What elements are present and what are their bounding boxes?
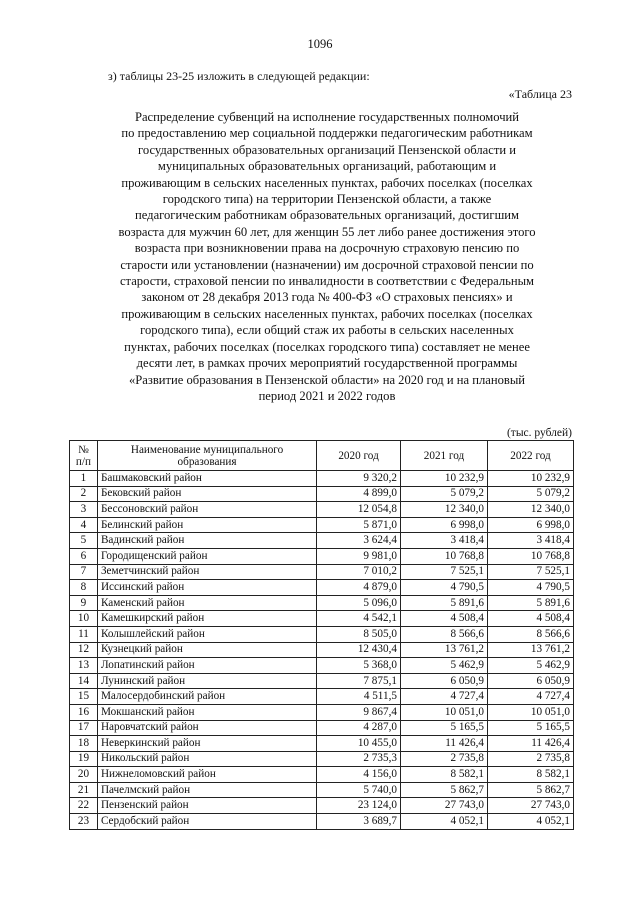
- row-number: 22: [70, 798, 98, 814]
- municipality-name: Камешкирский район: [97, 611, 316, 627]
- value-2022: 7 525,1: [488, 564, 574, 580]
- municipality-name: Лопатинский район: [97, 658, 316, 674]
- title-line: Распределение субвенций на исполнение государственных полномочий: [134, 110, 520, 124]
- row-number: 6: [70, 548, 98, 564]
- header-2021: 2021 год: [400, 441, 487, 471]
- table-row: [70, 673, 574, 689]
- value-2022: 27 743,0: [488, 798, 574, 814]
- row-number: 20: [70, 767, 98, 783]
- row-number: 21: [70, 782, 98, 798]
- table-row: [70, 782, 574, 798]
- value-2021: 4 508,4: [400, 611, 487, 627]
- row-number: 18: [70, 736, 98, 752]
- value-2022: 4 052,1: [488, 814, 574, 830]
- value-2020: 3 689,7: [317, 814, 401, 830]
- value-2020: 12 054,8: [317, 502, 401, 518]
- municipality-name: Неверкинский район: [97, 736, 316, 752]
- table-label: «Таблица 23: [508, 87, 572, 101]
- value-2020: 4 542,1: [317, 611, 401, 627]
- municipality-name: Каменский район: [97, 595, 316, 611]
- value-2021: 11 426,4: [400, 736, 487, 752]
- table-row: [70, 704, 574, 720]
- title-line: период 2021 и 2022 годов: [258, 388, 396, 403]
- title-line: «Развитие образования в Пензенской области» на 2020 год и на плановый: [128, 372, 526, 387]
- title-line: возраста для мужчин 60 лет, для женщин 55 лет либо ранее достижения этого: [118, 224, 536, 239]
- table-row: [70, 471, 574, 487]
- row-number: 9: [70, 595, 98, 611]
- value-2020: 4 511,5: [317, 689, 401, 705]
- value-2022: 4 790,5: [488, 580, 574, 596]
- municipality-name: Башмаковский район: [97, 471, 316, 487]
- table-row: [70, 642, 574, 658]
- value-2020: 5 871,0: [317, 517, 401, 533]
- municipality-name: Сердобский район: [97, 814, 316, 830]
- municipality-name: Вадинский район: [97, 533, 316, 549]
- table-row: [70, 611, 574, 627]
- row-number: 4: [70, 517, 98, 533]
- value-2022: 10 051,0: [488, 704, 574, 720]
- value-2020: 4 879,0: [317, 580, 401, 596]
- header-name: Наименование муниципального образования: [97, 441, 316, 471]
- value-2020: 5 740,0: [317, 782, 401, 798]
- value-2021: 4 727,4: [400, 689, 487, 705]
- row-number: 15: [70, 689, 98, 705]
- municipality-name: Кузнецкий район: [97, 642, 316, 658]
- units-label: (тыс. рублей): [506, 427, 572, 439]
- value-2020: 4 287,0: [317, 720, 401, 736]
- table-header-row: [70, 441, 574, 471]
- title-line: городского типа) на территории Пензенской области, а также: [162, 192, 492, 207]
- row-number: 10: [70, 611, 98, 627]
- value-2020: 9 981,0: [317, 548, 401, 564]
- table-row: [70, 689, 574, 705]
- municipality-name: Наровчатский район: [97, 720, 316, 736]
- header-num: № п/п: [70, 441, 98, 471]
- title-line: государственных образовательных организаций Пензенской области и: [138, 142, 516, 157]
- table-row: [70, 502, 574, 518]
- value-2021: 12 340,0: [400, 502, 487, 518]
- table-row: [70, 548, 574, 564]
- value-2021: 10 051,0: [400, 704, 487, 720]
- table-row: [70, 767, 574, 783]
- value-2021: 8 582,1: [400, 767, 487, 783]
- value-2022: 5 862,7: [488, 782, 574, 798]
- value-2020: 7 875,1: [317, 673, 401, 689]
- value-2022: 13 761,2: [488, 642, 574, 658]
- table-row: [70, 814, 574, 830]
- value-2021: 8 566,6: [400, 626, 487, 642]
- municipality-name: Иссинский район: [97, 580, 316, 596]
- header-2020: 2020 год: [317, 441, 401, 471]
- municipality-name: Малосердобинский район: [97, 689, 316, 705]
- row-number: 5: [70, 533, 98, 549]
- value-2022: 12 340,0: [488, 502, 574, 518]
- value-2020: 4 899,0: [317, 486, 401, 502]
- page-number: 1096: [307, 37, 333, 51]
- value-2021: 10 768,8: [400, 548, 487, 564]
- municipality-name: Земетчинский район: [97, 564, 316, 580]
- title-line: возраста при возникновении права на досрочную страховую пенсию по: [134, 241, 520, 256]
- title-line: проживающим в сельских населенных пунктах, рабочих поселках (поселках: [121, 306, 533, 321]
- table-row: [70, 736, 574, 752]
- title-line: по предоставлению мер социальной поддержки педагогическим работникам: [121, 126, 533, 141]
- header-2022: 2022 год: [488, 441, 574, 471]
- value-2021: 3 418,4: [400, 533, 487, 549]
- municipality-name: Пензенский район: [97, 798, 316, 814]
- value-2020: 4 156,0: [317, 767, 401, 783]
- value-2020: 9 320,2: [317, 471, 401, 487]
- value-2022: 4 727,4: [488, 689, 574, 705]
- row-number: 3: [70, 502, 98, 518]
- table-row: [70, 517, 574, 533]
- table-row: [70, 798, 574, 814]
- municipality-name: Нижнеломовский район: [97, 767, 316, 783]
- value-2021: 5 891,6: [400, 595, 487, 611]
- value-2020: 10 455,0: [317, 736, 401, 752]
- municipality-name: Колышлейский район: [97, 626, 316, 642]
- value-2021: 2 735,8: [400, 751, 487, 767]
- table-row: [70, 533, 574, 549]
- table-row: [70, 580, 574, 596]
- title-line: законом от 28 декабря 2013 года № 400-ФЗ «О страховых пенсиях» и: [141, 290, 513, 305]
- row-number: 19: [70, 751, 98, 767]
- value-2020: 12 430,4: [317, 642, 401, 658]
- municipality-name: Белинский район: [97, 517, 316, 533]
- value-2020: 2 735,3: [317, 751, 401, 767]
- row-number: 12: [70, 642, 98, 658]
- table-row: [70, 720, 574, 736]
- row-number: 7: [70, 564, 98, 580]
- row-number: 8: [70, 580, 98, 596]
- table-row: [70, 595, 574, 611]
- table-row: [70, 486, 574, 502]
- title-line: старости или установлении (назначении) им досрочной страховой пенсии по: [120, 257, 534, 272]
- value-2021: 7 525,1: [400, 564, 487, 580]
- value-2022: 2 735,8: [488, 751, 574, 767]
- value-2022: 5 079,2: [488, 486, 574, 502]
- value-2021: 6 998,0: [400, 517, 487, 533]
- municipality-name: Лунинский район: [97, 673, 316, 689]
- value-2020: 23 124,0: [317, 798, 401, 814]
- row-number: 2: [70, 486, 98, 502]
- municipality-name: Бековский район: [97, 486, 316, 502]
- title-line: старости, страховой пенсии по инвалидности в соответствии с Федеральным: [119, 274, 535, 289]
- value-2022: 5 891,6: [488, 595, 574, 611]
- row-number: 17: [70, 720, 98, 736]
- intro-text: з) таблицы 23-25 изложить в следующей редакции:: [108, 69, 370, 83]
- row-number: 14: [70, 673, 98, 689]
- value-2021: 5 079,2: [400, 486, 487, 502]
- value-2021: 10 232,9: [400, 471, 487, 487]
- row-number: 16: [70, 704, 98, 720]
- table-row: [70, 751, 574, 767]
- value-2022: 5 462,9: [488, 658, 574, 674]
- value-2020: 5 096,0: [317, 595, 401, 611]
- value-2022: 4 508,4: [488, 611, 574, 627]
- subvention-table: [69, 440, 574, 830]
- value-2020: 3 624,4: [317, 533, 401, 549]
- value-2022: 3 418,4: [488, 533, 574, 549]
- municipality-name: Городищенский район: [97, 548, 316, 564]
- value-2022: 6 050,9: [488, 673, 574, 689]
- title-line: городского типа), если общий стаж их работы в сельских населенных: [140, 323, 514, 338]
- title-line: педагогическим работникам образовательных организаций, достигшим: [135, 208, 519, 223]
- value-2022: 5 165,5: [488, 720, 574, 736]
- table-row: [70, 658, 574, 674]
- value-2020: 9 867,4: [317, 704, 401, 720]
- value-2021: 6 050,9: [400, 673, 487, 689]
- table-row: [70, 564, 574, 580]
- title-line: десяти лет, в рамках прочих мероприятий государственной программы: [136, 356, 518, 371]
- title-line: проживающим в сельских населенных пунктах, рабочих поселках (поселках: [121, 175, 533, 190]
- row-number: 11: [70, 626, 98, 642]
- value-2022: 8 566,6: [488, 626, 574, 642]
- value-2021: 5 862,7: [400, 782, 487, 798]
- value-2022: 8 582,1: [488, 767, 574, 783]
- value-2020: 7 010,2: [317, 564, 401, 580]
- row-number: 1: [70, 471, 98, 487]
- table-row: [70, 626, 574, 642]
- value-2022: 10 232,9: [488, 471, 574, 487]
- row-number: 23: [70, 814, 98, 830]
- table-title: [78, 109, 576, 404]
- title-line: муниципальных образовательных организаций, работающим и: [157, 159, 497, 174]
- value-2022: 11 426,4: [488, 736, 574, 752]
- value-2021: 5 462,9: [400, 658, 487, 674]
- value-2020: 8 505,0: [317, 626, 401, 642]
- title-line: пунктах, рабочих поселках (поселках городского типа) составляет не менее: [124, 339, 530, 354]
- value-2021: 27 743,0: [400, 798, 487, 814]
- municipality-name: Никольский район: [97, 751, 316, 767]
- municipality-name: Бессоновский район: [97, 502, 316, 518]
- value-2021: 5 165,5: [400, 720, 487, 736]
- row-number: 13: [70, 658, 98, 674]
- value-2022: 6 998,0: [488, 517, 574, 533]
- value-2021: 4 790,5: [400, 580, 487, 596]
- value-2020: 5 368,0: [317, 658, 401, 674]
- municipality-name: Мокшанский район: [97, 704, 316, 720]
- value-2021: 4 052,1: [400, 814, 487, 830]
- municipality-name: Пачелмский район: [97, 782, 316, 798]
- value-2022: 10 768,8: [488, 548, 574, 564]
- value-2021: 13 761,2: [400, 642, 487, 658]
